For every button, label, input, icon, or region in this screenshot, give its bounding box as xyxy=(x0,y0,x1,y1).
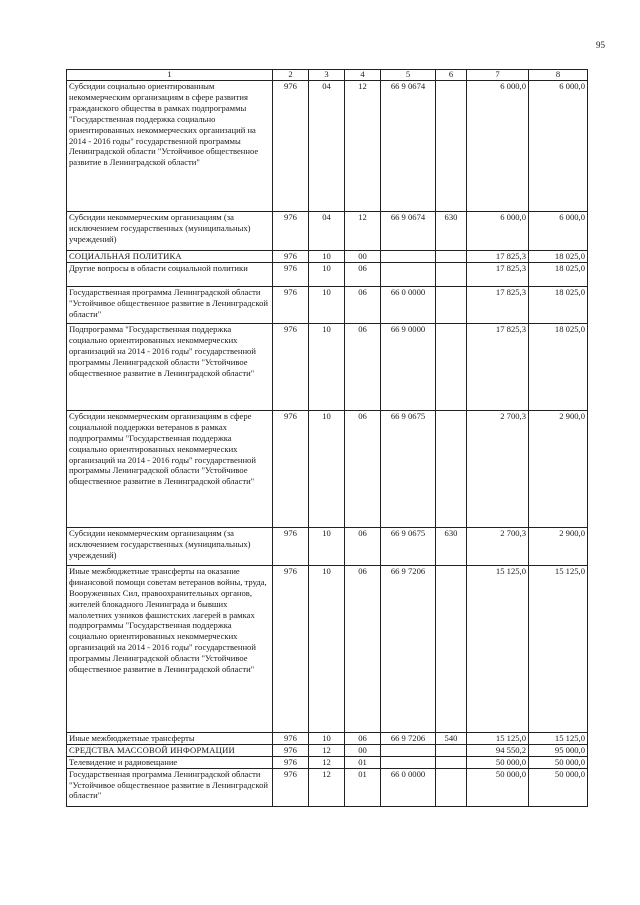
cell-amount-8: 18 025,0 xyxy=(529,262,588,286)
table-row xyxy=(67,732,588,744)
cell-amount-8: 18 025,0 xyxy=(529,286,588,323)
cell-code-4: 12 xyxy=(345,212,381,251)
cell-code-3: 12 xyxy=(309,744,345,756)
cell-code-3: 10 xyxy=(309,527,345,565)
cell-code-3: 12 xyxy=(309,756,345,768)
cell-code-4: 01 xyxy=(345,768,381,806)
cell-code-4: 06 xyxy=(345,527,381,565)
row-name: Субсидии некоммерческим организациям в сфере социальной поддержки ветеранов в рамках подпрограммы "Государственная поддержка социально ориентированных некоммерческих организаций на 2014 - 2016 годы" государственной программы Ленинградской области "Устойчивое общественное развитие в Ленинградской области" xyxy=(67,410,273,527)
cell-code-5: 66 9 0000 xyxy=(381,323,436,410)
cell-code-3: 12 xyxy=(309,768,345,806)
budget-table xyxy=(66,69,588,807)
cell-code-3: 10 xyxy=(309,732,345,744)
table-row xyxy=(67,744,588,756)
cell-code-6: 540 xyxy=(436,732,467,744)
table-row xyxy=(67,323,588,410)
cell-code-4: 06 xyxy=(345,262,381,286)
cell-code-4: 06 xyxy=(345,732,381,744)
cell-code-5: 66 9 0674 xyxy=(381,212,436,251)
cell-amount-7: 15 125,0 xyxy=(467,732,529,744)
table-row xyxy=(67,251,588,263)
row-name: Государственная программа Ленинградской области "Устойчивое общественное развитие в Ленинградской области" xyxy=(67,768,273,806)
cell-code-5: 66 9 0675 xyxy=(381,410,436,527)
cell-code-4: 06 xyxy=(345,323,381,410)
column-header: 8 xyxy=(529,70,588,81)
table-row xyxy=(67,756,588,768)
table-row xyxy=(67,81,588,212)
column-header: 6 xyxy=(436,70,467,81)
cell-code-5 xyxy=(381,251,436,263)
table-row xyxy=(67,565,588,732)
cell-code-3: 04 xyxy=(309,212,345,251)
cell-code-5: 66 0 0000 xyxy=(381,286,436,323)
cell-amount-7: 17 825,3 xyxy=(467,323,529,410)
cell-code-5: 66 9 7206 xyxy=(381,732,436,744)
cell-code-6: 630 xyxy=(436,527,467,565)
cell-code-2: 976 xyxy=(273,81,309,212)
cell-code-3: 10 xyxy=(309,323,345,410)
row-name: Государственная программа Ленинградской области "Устойчивое общественное развитие в Ленинградской области" xyxy=(67,286,273,323)
cell-amount-7: 6 000,0 xyxy=(467,81,529,212)
cell-code-4: 12 xyxy=(345,81,381,212)
cell-code-2: 976 xyxy=(273,251,309,263)
cell-code-6 xyxy=(436,756,467,768)
row-name: Телевидение и радиовещание xyxy=(67,756,273,768)
cell-code-6 xyxy=(436,565,467,732)
row-name: Иные межбюджетные трансферты на оказание финансовой помощи советам ветеранов войны, труда, Вооруженных Сил, правоохранительных органов, жителей блокадного Ленинграда и бывших малолетних узников фашистских лагерей в рамках подпрограммы "Государственная поддержка социально ориентированных некоммерческих организаций на 2014 - 2016 годы" государственной программы Ленинградской области "Устойчивое общественное развитие в Ленинградской области" xyxy=(67,565,273,732)
cell-amount-8: 50 000,0 xyxy=(529,756,588,768)
cell-code-5 xyxy=(381,756,436,768)
row-name: Подпрограмма "Государственная поддержка социально ориентированных некоммерческих организаций на 2014 - 2016 годы" государственной программы Ленинградской области "Устойчивое общественное развитие в Ленинградской области" xyxy=(67,323,273,410)
cell-code-4: 06 xyxy=(345,286,381,323)
cell-code-6 xyxy=(436,286,467,323)
cell-code-4: 00 xyxy=(345,251,381,263)
cell-code-4: 00 xyxy=(345,744,381,756)
cell-amount-7: 6 000,0 xyxy=(467,212,529,251)
cell-code-4: 06 xyxy=(345,565,381,732)
cell-code-5 xyxy=(381,744,436,756)
cell-code-6 xyxy=(436,251,467,263)
cell-code-2: 976 xyxy=(273,323,309,410)
cell-code-6 xyxy=(436,744,467,756)
cell-code-5: 66 9 7206 xyxy=(381,565,436,732)
cell-code-5: 66 9 0674 xyxy=(381,81,436,212)
cell-code-3: 10 xyxy=(309,251,345,263)
cell-amount-8: 18 025,0 xyxy=(529,251,588,263)
row-name: СРЕДСТВА МАССОВОЙ ИНФОРМАЦИИ xyxy=(67,744,273,756)
row-name: Иные межбюджетные трансферты xyxy=(67,732,273,744)
column-header: 3 xyxy=(309,70,345,81)
cell-code-2: 976 xyxy=(273,565,309,732)
cell-code-2: 976 xyxy=(273,212,309,251)
row-name: Субсидии социально ориентированным некоммерческим организациям в сфере развития гражданского общества в рамках подпрограммы "Государственная поддержка социально ориентированных некоммерческих организаций на 2014 - 2016 годы" государственной программы Ленинградской области "Устойчивое общественное развитие в Ленинградской области" xyxy=(67,81,273,212)
cell-code-4: 06 xyxy=(345,410,381,527)
row-name: СОЦИАЛЬНАЯ ПОЛИТИКА xyxy=(67,251,273,263)
cell-code-2: 976 xyxy=(273,732,309,744)
cell-amount-7: 17 825,3 xyxy=(467,262,529,286)
row-name: Субсидии некоммерческим организациям (за исключением государственных (муниципальных) учреждений) xyxy=(67,527,273,565)
cell-code-3: 04 xyxy=(309,81,345,212)
cell-amount-8: 2 900,0 xyxy=(529,527,588,565)
cell-amount-8: 95 000,0 xyxy=(529,744,588,756)
cell-amount-8: 50 000,0 xyxy=(529,768,588,806)
cell-code-6: 630 xyxy=(436,212,467,251)
table-row xyxy=(67,262,588,286)
cell-code-6 xyxy=(436,81,467,212)
cell-code-2: 976 xyxy=(273,756,309,768)
column-header: 1 xyxy=(67,70,273,81)
table-row xyxy=(67,768,588,806)
column-header: 7 xyxy=(467,70,529,81)
cell-amount-7: 2 700,3 xyxy=(467,410,529,527)
cell-code-3: 10 xyxy=(309,410,345,527)
cell-amount-7: 50 000,0 xyxy=(467,768,529,806)
cell-code-2: 976 xyxy=(273,768,309,806)
column-header: 2 xyxy=(273,70,309,81)
table-header-row xyxy=(67,70,588,81)
cell-code-4: 01 xyxy=(345,756,381,768)
row-name: Субсидии некоммерческим организациям (за исключением государственных (муниципальных) учреждений) xyxy=(67,212,273,251)
cell-code-6 xyxy=(436,323,467,410)
cell-code-5: 66 0 0000 xyxy=(381,768,436,806)
column-header: 5 xyxy=(381,70,436,81)
page-number: 95 xyxy=(596,40,605,50)
cell-amount-7: 17 825,3 xyxy=(467,251,529,263)
cell-amount-8: 18 025,0 xyxy=(529,323,588,410)
cell-amount-8: 2 900,0 xyxy=(529,410,588,527)
cell-amount-8: 6 000,0 xyxy=(529,81,588,212)
table-row xyxy=(67,527,588,565)
cell-amount-8: 6 000,0 xyxy=(529,212,588,251)
cell-code-2: 976 xyxy=(273,262,309,286)
cell-code-5: 66 9 0675 xyxy=(381,527,436,565)
cell-code-2: 976 xyxy=(273,410,309,527)
column-header: 4 xyxy=(345,70,381,81)
cell-amount-8: 15 125,0 xyxy=(529,732,588,744)
cell-code-3: 10 xyxy=(309,262,345,286)
cell-amount-7: 15 125,0 xyxy=(467,565,529,732)
cell-code-3: 10 xyxy=(309,565,345,732)
cell-amount-7: 2 700,3 xyxy=(467,527,529,565)
cell-code-3: 10 xyxy=(309,286,345,323)
cell-code-6 xyxy=(436,262,467,286)
cell-code-6 xyxy=(436,768,467,806)
cell-amount-7: 17 825,3 xyxy=(467,286,529,323)
cell-code-2: 976 xyxy=(273,744,309,756)
table-row xyxy=(67,410,588,527)
cell-code-2: 976 xyxy=(273,286,309,323)
cell-code-2: 976 xyxy=(273,527,309,565)
cell-code-6 xyxy=(436,410,467,527)
row-name: Другие вопросы в области социальной политики xyxy=(67,262,273,286)
cell-amount-7: 50 000,0 xyxy=(467,756,529,768)
cell-amount-7: 94 550,2 xyxy=(467,744,529,756)
table-row xyxy=(67,286,588,323)
table-row xyxy=(67,212,588,251)
cell-code-5 xyxy=(381,262,436,286)
cell-amount-8: 15 125,0 xyxy=(529,565,588,732)
